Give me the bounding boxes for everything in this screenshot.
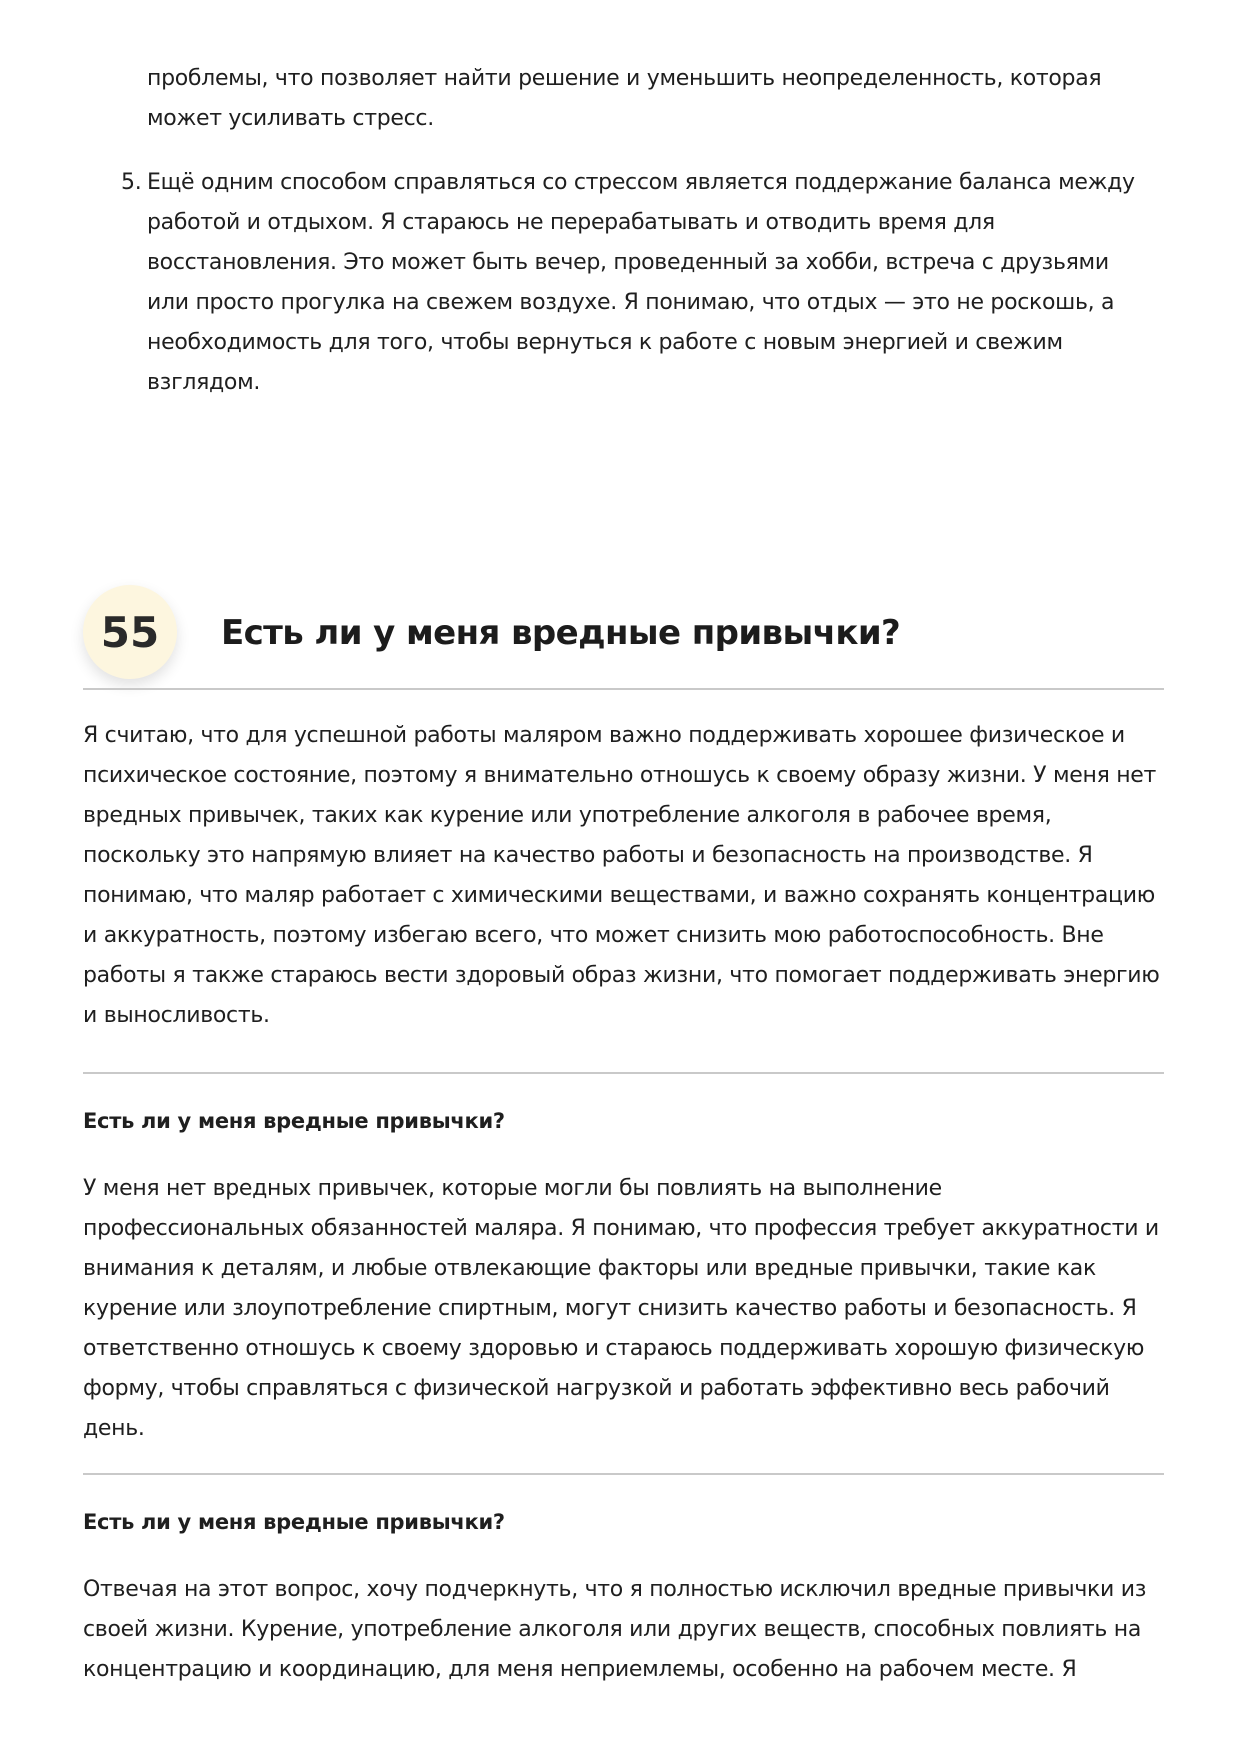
question-header xyxy=(83,585,1164,685)
answer-text-1: Я считаю, что для успешной работы маляром важно поддерживать хорошее физическое и психическое состояние, поэтому я внимательно отношусь к своему образу жизни. У меня нет вредных привычек, таких как курение или употребление алкоголя в рабочее время, поскольку это напрямую влияет на качество работы и безопасность на производстве. Я понимаю, что маляр работает с химическими веществами, и важно сохранять концентрацию и аккуратность, поэтому избегаю всего, что может снизить мою работоспособность. Вне работы я также стараюсь вести здоровый образ жизни, что помогает поддерживать энергию и выносливость. xyxy=(83,723,1160,1028)
list-item-text: Ещё одним способом справляться со стрессом является поддержание баланса между работой и отдыхом. Я стараюсь не перерабатывать и отводить время для восстановления. Это может быть вечер, проведенный за хобби, встреча с друзьями или просто прогулка на свежем воздухе. Я понимаю, что отдых — это не роскошь, а необходимость для того, чтобы вернуться к работе с новым энергией и свежим взглядом. xyxy=(147,170,1135,395)
answer-text-3: Отвечая на этот вопрос, хочу подчеркнуть, что я полностью исключил вредные привычки из своей жизни. Курение, употребление алкоголя или других веществ, способных повлиять на концентрацию и координацию, для меня неприемлемы, особенно на рабочем месте. Я xyxy=(83,1577,1147,1682)
question-title: Есть ли у меня вредные привычки? xyxy=(221,613,901,653)
answer-text-2: У меня нет вредных привычек, которые могли бы повлиять на выполнение профессиональных обязанностей маляра. Я понимаю, что профессия требует аккуратности и внимания к деталям, и любые отвлекающие факторы или вредные привычки, такие как курение или злоупотребление спиртным, могут снизить качество работы и безопасность. Я ответственно отношусь к своему здоровью и стараюсь поддерживать хорошую физическую форму, чтобы справляться с физической нагрузкой и работать эффективно весь рабочий день. xyxy=(83,1176,1159,1441)
question-number-badge: 55 xyxy=(83,585,177,679)
divider xyxy=(83,688,1164,690)
list-item-number: 5. xyxy=(121,170,142,195)
answer-heading-2: Есть ли у меня вредные привычки? xyxy=(83,1109,505,1133)
divider xyxy=(83,1473,1164,1475)
answer-heading-3: Есть ли у меня вредные привычки? xyxy=(83,1510,505,1534)
list-item-continuation: проблемы, что позволяет найти решение и уменьшить неопределенность, которая может усиливать стресс. xyxy=(147,66,1102,131)
divider xyxy=(83,1072,1164,1074)
